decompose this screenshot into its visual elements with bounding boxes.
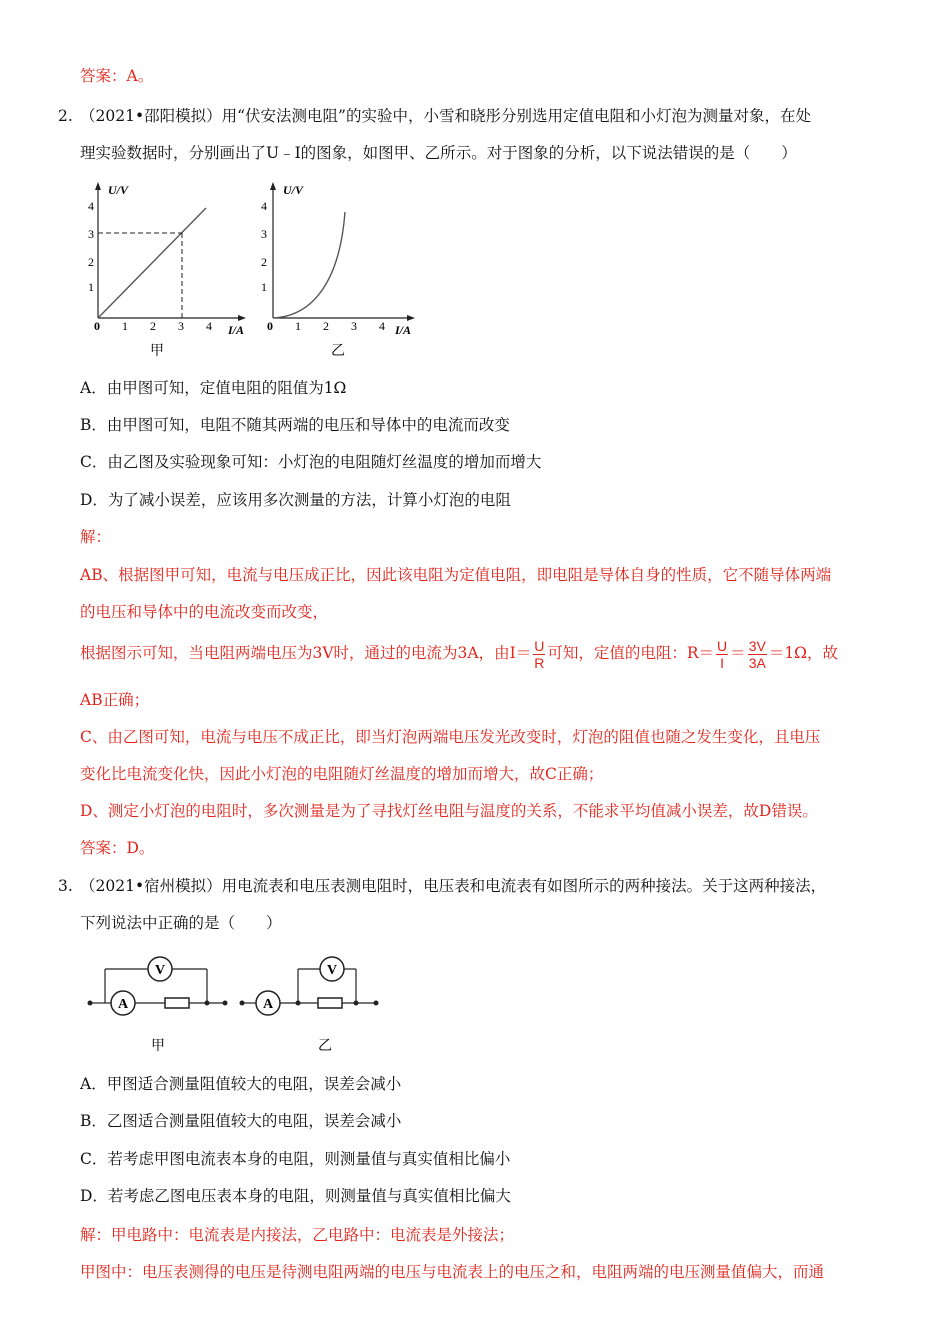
q2-solution-calc	[80, 636, 838, 671]
q2-solution-c-line2: 变化比电流变化快，因此小灯泡的电阻随灯丝温度的增加而增大，故C正确；	[80, 765, 604, 783]
q2-solution-d: D、测定小灯泡的电阻时，多次测量是为了寻找灯丝电阻与温度的关系，不能求平均值减小误差，故D错误。	[80, 802, 818, 820]
graph-jia-ytick-1: 1	[88, 280, 94, 294]
graph-yi-ylabel: U/V	[283, 183, 304, 197]
frac1-den: R	[534, 654, 545, 671]
q2-solution-label: 解：	[80, 528, 112, 546]
q2-option-d: D．为了减小误差，应该用多次测量的方法，计算小灯泡的电阻	[80, 491, 511, 509]
graph-yi-caption: 乙	[331, 344, 345, 359]
ammeter-jia-label: A	[118, 997, 129, 1012]
graph-yi-xtick-1: 1	[295, 319, 301, 333]
frac3-den: 3A	[748, 654, 766, 671]
question-3-stem-line1: （2021•宿州模拟）用电流表和电压表测电阻时，电压表和电流表有如图所示的两种接法。关于这两种接法，	[80, 877, 827, 895]
circuit-jia-caption: 甲	[151, 1039, 165, 1054]
graph-jia-ytick-2: 2	[88, 255, 94, 269]
q2-option-a: A．由甲图可知，定值电阻的阻值为1Ω	[80, 379, 347, 397]
graph-yi-ytick-4: 4	[261, 199, 267, 213]
graph-jia-xtick-3: 3	[178, 319, 184, 333]
graph-jia-ytick-3: 3	[88, 227, 94, 241]
question-2-stem-line2: 理实验数据时，分别画出了U﹣I的图象，如图甲、乙所示。对于图象的分析，以下说法错误的是（ ）	[80, 144, 797, 162]
calc-text-pre: 根据图示可知，当电阻两端电压为3V时，通过的电流为3A，由I＝	[80, 644, 532, 662]
graph-jia-caption: 甲	[150, 344, 164, 359]
q2-solution-ab-line2: 的电压和导体中的电流改变而改变，	[80, 603, 329, 621]
circuit-yi	[238, 948, 388, 1058]
graph-jia-xtick-4: 4	[206, 319, 212, 333]
q3-option-b: B．乙图适合测量阻值较大的电阻，误差会减小	[80, 1112, 402, 1130]
graph-jia-xlabel: I/A	[228, 323, 245, 337]
q2-option-c: C．由乙图及实验现象可知：小灯泡的电阻随灯丝温度的增加而增大	[80, 453, 542, 471]
graph-yi-xtick-3: 3	[351, 319, 357, 333]
graph-jia-ylabel: U/V	[108, 183, 129, 197]
calc-text-eq: ＝	[730, 644, 746, 662]
voltmeter-jia-label: V	[155, 963, 166, 978]
q3-option-a: A．甲图适合测量阻值较大的电阻，误差会减小	[80, 1075, 402, 1093]
resistor-yi	[318, 998, 342, 1008]
q3-solution-line2: 甲图中：电压表测得的电压是待测电阻两端的电压与电流表上的电压之和，电阻两端的电压测量值偏大，而通	[80, 1263, 825, 1281]
graph-jia-xtick-1: 1	[122, 319, 128, 333]
graph-jia-line	[98, 208, 206, 318]
graph-yi-xlabel: I/A	[395, 323, 412, 337]
fraction-u-over-i	[716, 638, 728, 671]
graph-jia-xtick-2: 2	[150, 319, 156, 333]
q3-option-d: D．若考虑乙图电压表本身的电阻，则测量值与真实值相比偏大	[80, 1187, 511, 1205]
frac2-num: U	[717, 637, 728, 654]
graph-yi-ytick-3: 3	[261, 227, 267, 241]
q2-solution-ab-line1: AB、根据图甲可知，电流与电压成正比，因此该电阻为定值电阻，即电阻是导体自身的性质，它不随导体两端	[80, 566, 832, 584]
previous-answer: 答案：A。	[80, 67, 154, 85]
circuit-yi-caption: 乙	[318, 1039, 332, 1054]
fraction-3v-over-3a	[748, 638, 767, 671]
graph-yi-ytick-2: 2	[261, 255, 267, 269]
graph-yi-ytick-1: 1	[261, 280, 267, 294]
question-2-number: 2.	[58, 107, 73, 125]
calc-text-mid: 可知，定值的电阻：R＝	[547, 644, 715, 662]
frac2-den: I	[720, 654, 725, 671]
graph-jia-ytick-4: 4	[88, 199, 94, 213]
question-3-number: 3.	[58, 877, 73, 895]
ammeter-yi-label: A	[263, 997, 274, 1012]
circuit-jia	[85, 948, 235, 1058]
graph-jia	[80, 178, 250, 363]
question-3-stem-line2: 下列说法中正确的是（ ）	[80, 914, 282, 932]
q3-solution-line1: 解：甲电路中：电流表是内接法，乙电路中：电流表是外接法；	[80, 1226, 515, 1244]
fraction-u-over-r	[533, 638, 545, 671]
graph-yi	[255, 178, 425, 363]
graph-yi-xtick-2: 2	[323, 319, 329, 333]
frac3-num: 3V	[748, 637, 766, 654]
graph-yi-curve	[273, 212, 345, 318]
q2-option-b: B．由甲图可知，电阻不随其两端的电压和导体中的电流而改变	[80, 416, 510, 434]
voltmeter-yi-label: V	[327, 963, 338, 978]
resistor-jia	[165, 998, 189, 1008]
graph-yi-origin: 0	[267, 319, 273, 333]
q2-answer: 答案：D。	[80, 839, 155, 857]
q3-option-c: C．若考虑甲图电流表本身的电阻，则测量值与真实值相比偏小	[80, 1150, 511, 1168]
graph-jia-origin: 0	[94, 319, 100, 333]
frac1-num: U	[534, 637, 545, 654]
calc-text-post: ＝1Ω，故	[768, 644, 839, 662]
graph-yi-xtick-4: 4	[379, 319, 385, 333]
question-2-stem-line1: （2021•邵阳模拟）用“伏安法测电阻”的实验中，小雪和晓彤分别选用定值电阻和小灯泡为测量对象，在处	[80, 107, 811, 125]
q2-solution-c-line1: C、由乙图可知，电流与电压不成正比，即当灯泡两端电压发光改变时，灯泡的阻值也随之发生变化，且电压	[80, 728, 821, 746]
q2-solution-ab-end: AB正确；	[80, 691, 150, 709]
